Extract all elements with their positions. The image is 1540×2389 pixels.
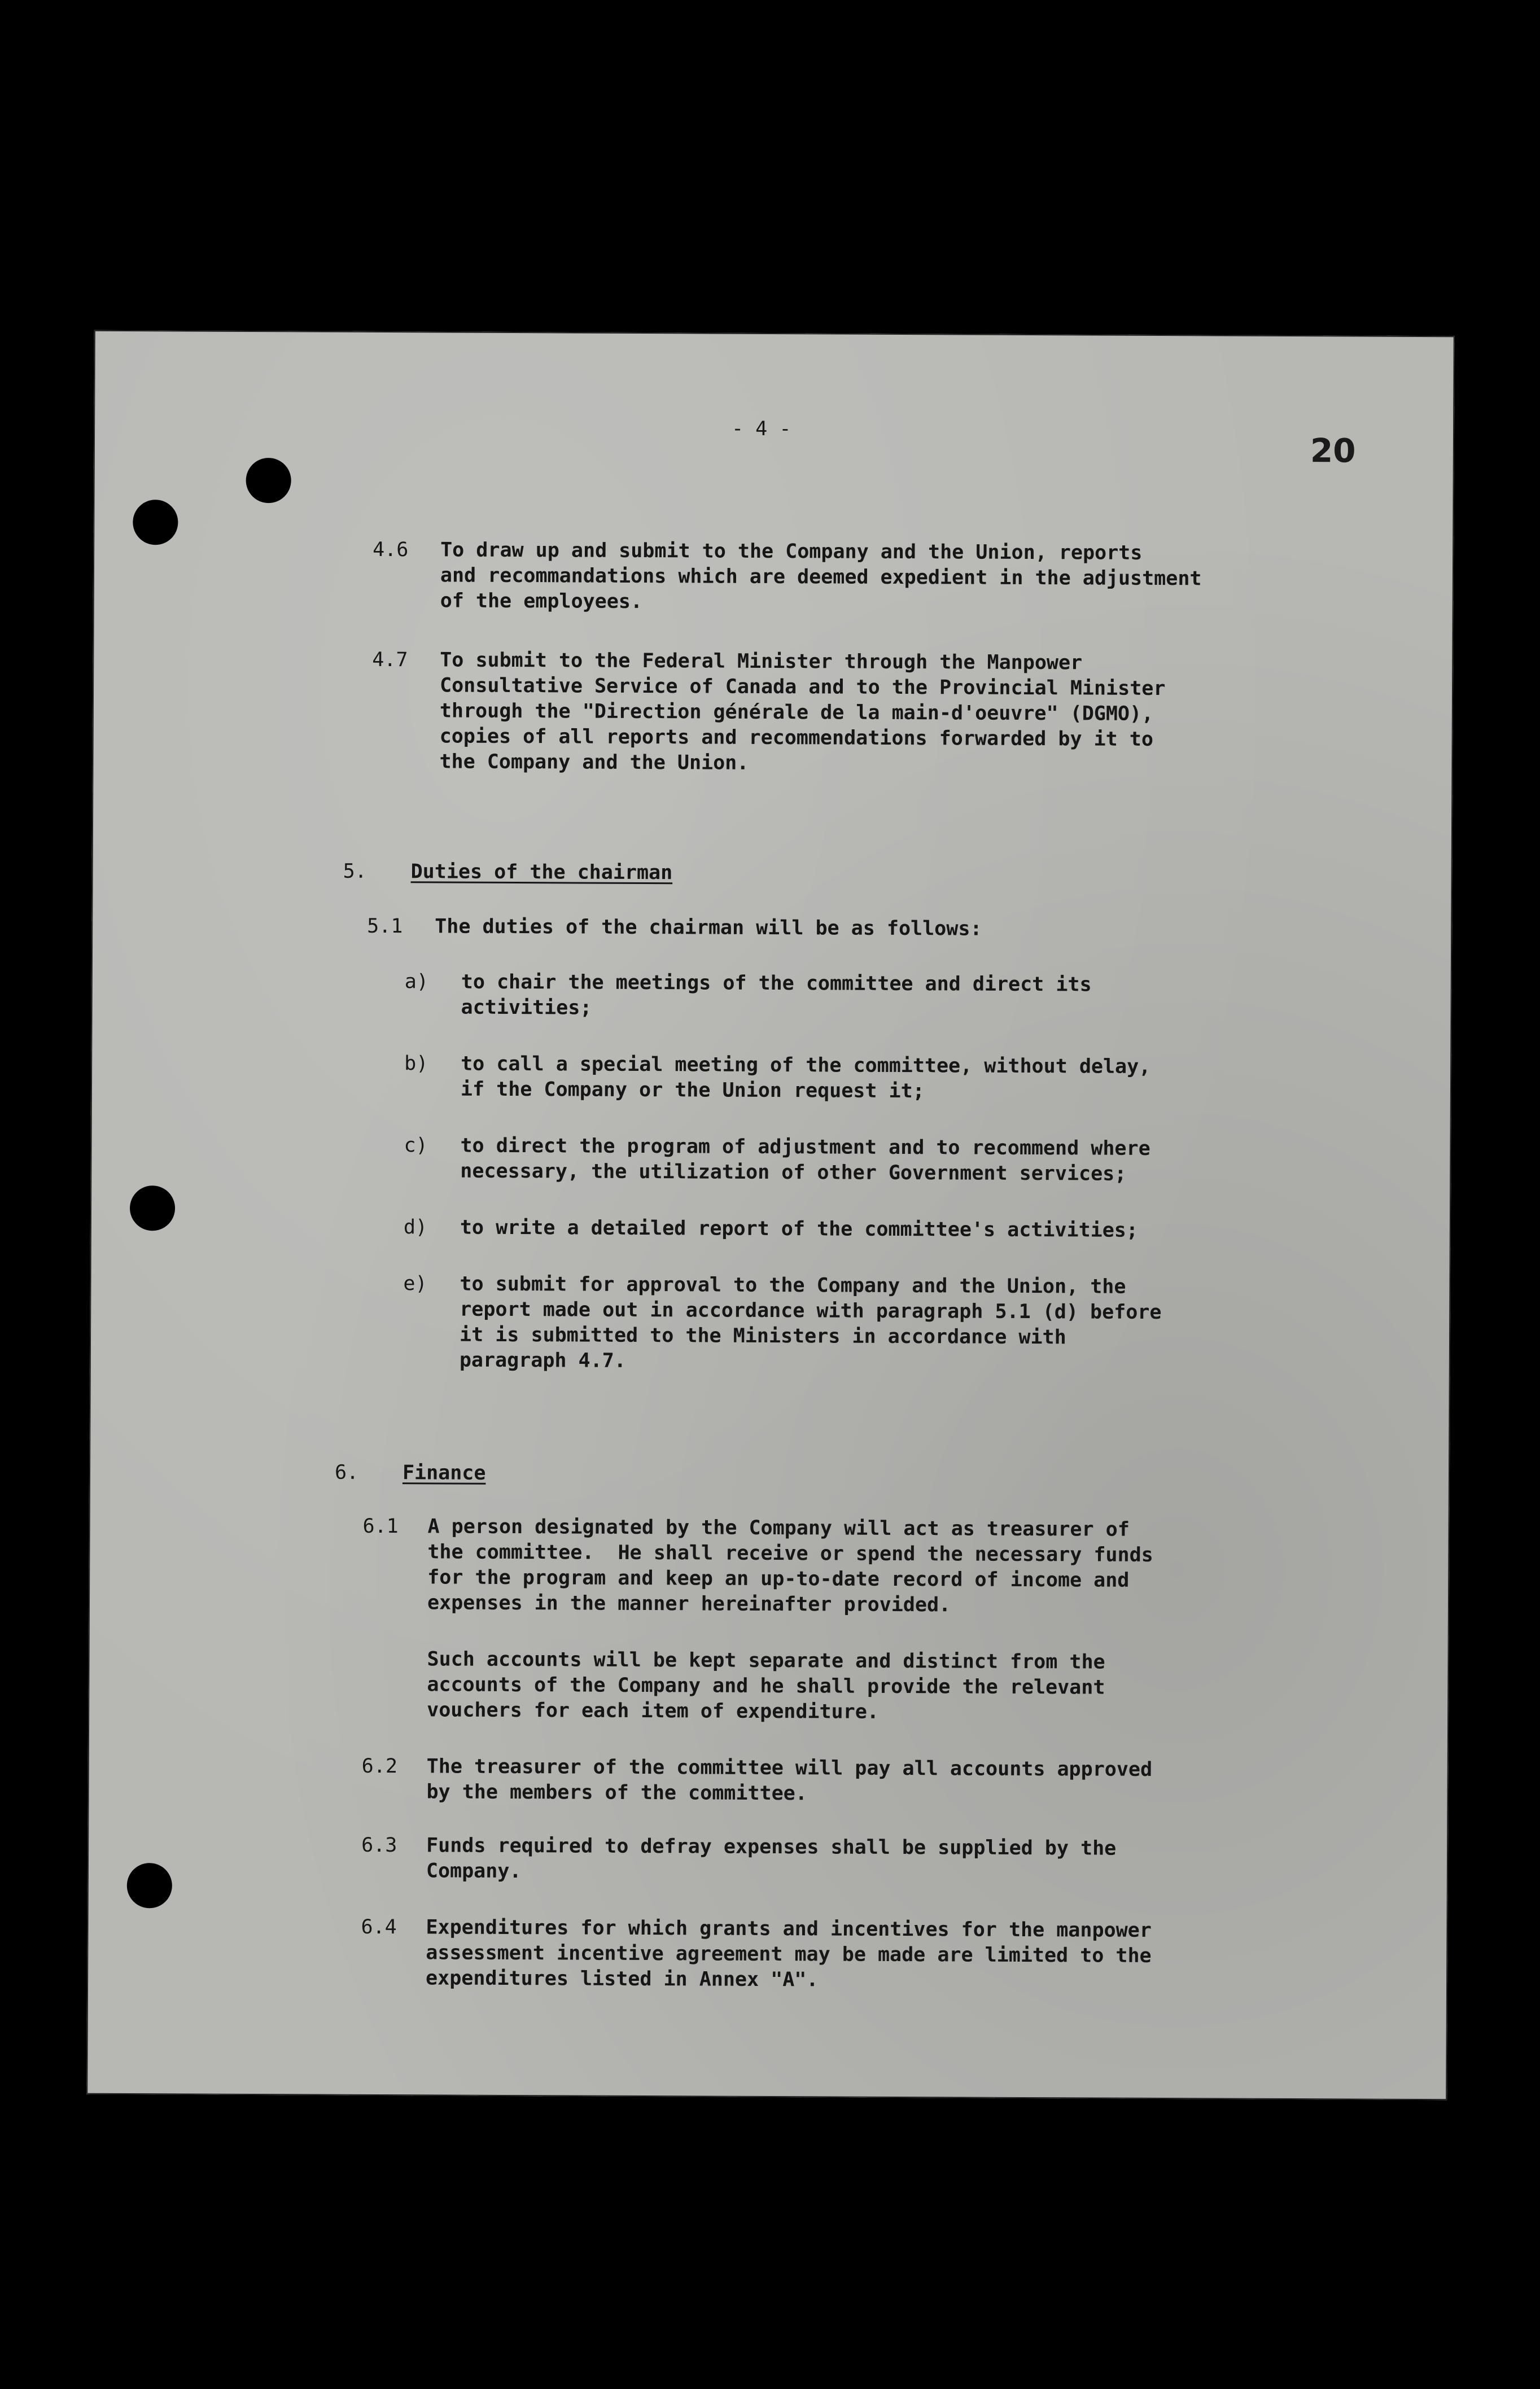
paper-sheet <box>86 330 1455 2100</box>
list-item-letter: e) <box>403 1272 427 1296</box>
section-4-7-text: To submit to the Federal Minister through the Manpower Consultative Service of Canada and to the Provincial Minister through the "Direction générale de la main-d'oeuvre" (DGMO), copies of all reports and recommendations forwarded by it to the Company and the Union. <box>439 649 1166 775</box>
section-5-heading: Duties of the chairman <box>410 860 673 885</box>
list-item-text: to submit for approval to the Company and the Union, the report made out in accordance with paragraph 5.1 (d) before it is submitted to the Ministers in accordance with paragraph 4.7. <box>459 1272 1162 1372</box>
list-item-text: to chair the meetings of the committee and direct its activities; <box>461 970 1092 1020</box>
list-item-letter: d) <box>403 1216 428 1239</box>
section-number: 5. <box>343 860 367 883</box>
section-6-4-text: Expenditures for which grants and incentives for the manpower assessment incentive agreement may be made are limited to the expenditures listed in Annex "A". <box>426 1916 1152 1992</box>
section-4-6-text: To draw up and submit to the Company and the Union, reports and recommandations which are deemed expedient in the adjustment of the employees. <box>440 539 1202 613</box>
section-number: 6.4 <box>361 1915 397 1939</box>
list-item-text: to write a detailed report of the committee's activities; <box>460 1216 1139 1242</box>
list-item-text: to direct the program of adjustment and to recommend where necessary, the utilization of other Government services; <box>460 1134 1150 1185</box>
punch-hole <box>130 1185 175 1231</box>
section-number: 4.6 <box>373 538 409 562</box>
list-item-letter: c) <box>404 1134 428 1157</box>
page-stamp-number: 20 <box>1310 431 1356 470</box>
list-item-letter: a) <box>404 970 429 994</box>
section-6-1-text: A person designated by the Company will act as treasurer of the committee. He shall receive or spend the necessary funds for the program and keep an up-to-date record of income and expenses in the manner hereinafter provided. <box>427 1515 1153 1617</box>
section-6-1-text-continued: Such accounts will be kept separate and distinct from the accounts of the Company and he shall provide the relevant vouchers for each item of expenditure. <box>427 1648 1105 1723</box>
section-5-1-text: The duties of the chairman will be as follows: <box>435 915 982 940</box>
section-number: 4.7 <box>372 648 408 672</box>
page-number: - 4 - <box>731 417 791 441</box>
section-number: 6. <box>334 1461 359 1484</box>
punch-hole <box>133 500 178 545</box>
list-item-text: to call a special meeting of the committee, without delay, if the Company or the Union request it; <box>460 1052 1151 1103</box>
section-6-2-text: The treasurer of the committee will pay all accounts approved by the members of the committee. <box>426 1755 1153 1805</box>
section-6-heading: Finance <box>402 1462 486 1485</box>
section-number: 6.2 <box>361 1754 398 1778</box>
section-6-3-text: Funds required to defray expenses shall be supplied by the Company. <box>426 1834 1117 1883</box>
list-item-letter: b) <box>404 1052 428 1075</box>
section-number: 6.3 <box>361 1834 397 1857</box>
punch-hole <box>246 458 291 503</box>
section-number: 6.1 <box>362 1515 399 1538</box>
section-number: 5.1 <box>367 915 403 938</box>
punch-hole <box>127 1863 172 1908</box>
